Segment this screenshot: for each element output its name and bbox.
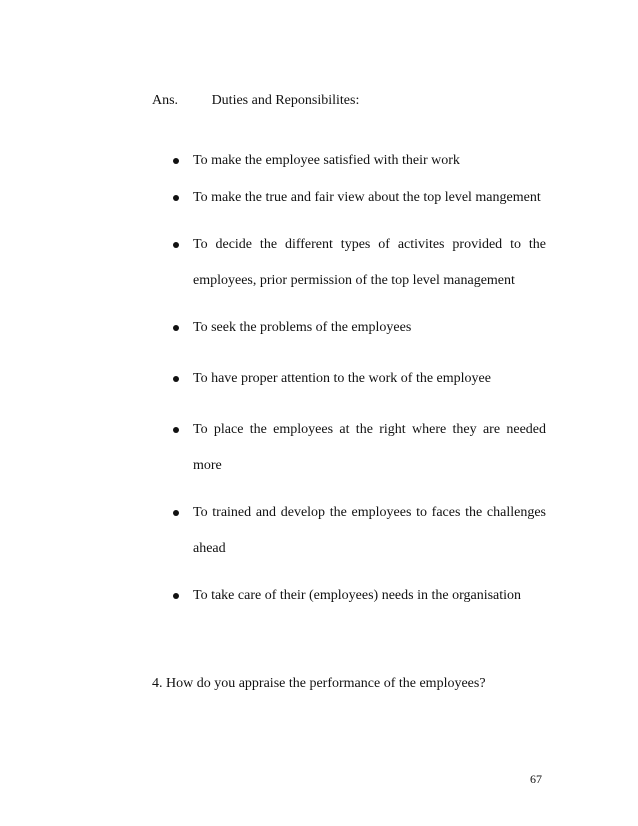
page-number: 67 [530,772,542,786]
bullet-icon [173,195,179,201]
list-item-text: To take care of their (employees) needs in the organisation [193,588,522,603]
list-item-text: To trained and develop the employees to faces the challenges ahead [193,505,546,556]
bullet-icon [173,325,179,331]
list-item [173,495,546,567]
list-item-text: To have proper attention to the work of the employee [193,371,491,386]
list-item [173,143,546,179]
list-item [173,412,546,484]
list-item [173,578,546,614]
bullet-icon [173,427,179,433]
answer-heading [152,93,359,109]
answer-prefix: Ans. [152,93,179,108]
bullet-icon [173,376,179,382]
list-item [173,361,546,397]
list-item [173,180,546,216]
bullet-icon [173,510,179,516]
answer-title: Duties and Reponsibilites: [211,93,360,108]
bullet-icon [173,158,179,164]
list-item-text: To make the employee satisfied with their work [193,153,460,168]
duties-list [173,143,546,614]
bullet-icon [173,593,179,599]
list-item [173,310,546,346]
bullet-icon [173,242,179,248]
list-item-text: To place the employees at the right where they are needed more [193,422,546,473]
question-text: 4. How do you appraise the performance of the employees? [152,676,486,691]
list-item-text: To seek the problems of the employees [193,320,412,335]
list-item [173,227,546,299]
list-item-text: To decide the different types of activites provided to the employees, prior permission of the top level management [193,237,546,288]
list-item-text: To make the true and fair view about the top level mangement [193,190,541,205]
